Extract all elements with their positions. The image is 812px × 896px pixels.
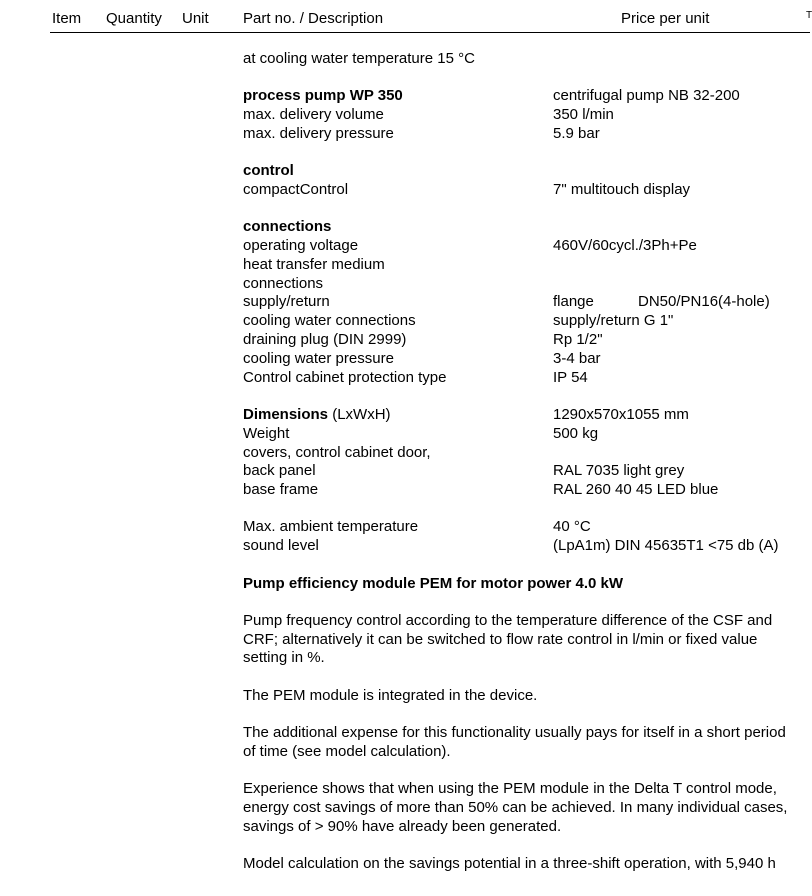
paragraph-line: setting in %. bbox=[243, 649, 325, 667]
spec-value: 7" multitouch display bbox=[553, 180, 691, 198]
pump-title-row bbox=[243, 87, 810, 106]
spec-label: operating voltage bbox=[243, 237, 359, 255]
spec-label: compactControl bbox=[243, 180, 349, 198]
spec-label: heat transfer medium bbox=[243, 255, 385, 273]
table-header bbox=[0, 0, 810, 33]
spec-value: 350 l/min bbox=[553, 106, 614, 124]
pem-paragraph bbox=[243, 780, 810, 836]
intro-text: at cooling water temperature 15 °C bbox=[243, 50, 475, 67]
pem-paragraph bbox=[243, 687, 810, 706]
spec-value: 460V/60cycl./3Ph+Pe bbox=[553, 237, 697, 255]
dimensions-title: Dimensions bbox=[243, 405, 329, 423]
spec-row bbox=[243, 275, 810, 294]
spec-row bbox=[243, 125, 810, 144]
pem-title-row bbox=[243, 575, 810, 594]
spec-label: sound level bbox=[243, 537, 319, 555]
spec-value: RAL 260 40 45 LED blue bbox=[553, 481, 719, 499]
paragraph-line: Experience shows that when using the PEM module in the Delta T control mode, bbox=[243, 780, 777, 798]
col-description-header: Part no. / Description bbox=[243, 10, 384, 27]
pem-title: Pump efficiency module PEM for motor power 4.0 kW bbox=[243, 574, 624, 592]
spec-value: (LpA1m) DIN 45635T1 <75 db (A) bbox=[553, 537, 779, 555]
spec-label: back panel bbox=[243, 462, 316, 480]
spec-value: RAL 7035 light grey bbox=[553, 462, 685, 480]
spec-label: max. delivery volume bbox=[243, 106, 384, 124]
pem-paragraph bbox=[243, 724, 810, 762]
connections-title: connections bbox=[243, 218, 332, 236]
intro-line bbox=[243, 50, 810, 69]
spec-label: Max. ambient temperature bbox=[243, 518, 419, 536]
spec-row bbox=[243, 350, 810, 369]
spec-label: draining plug (DIN 2999) bbox=[243, 331, 407, 349]
description-column bbox=[243, 50, 810, 874]
col-item-header: Item bbox=[52, 10, 82, 27]
spec-value: 500 kg bbox=[553, 424, 599, 442]
spec-value-secondary: DN50/PN16(4-hole) bbox=[638, 293, 770, 311]
spec-label: covers, control cabinet door, bbox=[243, 443, 431, 461]
paragraph-line: Model calculation on the savings potential in a three-shift operation, with 5,940 h bbox=[243, 855, 776, 872]
spec-row bbox=[243, 518, 810, 537]
spec-value: Rp 1/2" bbox=[553, 331, 603, 349]
paragraph-line: The additional expense for this functionality usually pays for itself in a short period bbox=[243, 724, 786, 742]
spec-label: Weight bbox=[243, 424, 290, 442]
col-quantity-header: Quantity bbox=[106, 10, 162, 27]
paragraph-line: Pump frequency control according to the temperature difference of the CSF and bbox=[243, 611, 773, 629]
paragraph-line: savings of > 90% have already been generated. bbox=[243, 817, 562, 835]
spec-row bbox=[243, 181, 810, 200]
spec-value: 40 °C bbox=[553, 518, 591, 536]
spec-row bbox=[243, 462, 810, 481]
control-title-row bbox=[243, 162, 810, 181]
spec-label: max. delivery pressure bbox=[243, 124, 394, 142]
spec-value: flange bbox=[553, 293, 594, 311]
pem-paragraph bbox=[243, 855, 810, 874]
paragraph-line: energy cost savings of more than 50% can be achieved. In many individual cases, bbox=[243, 798, 788, 816]
dimensions-label bbox=[243, 406, 391, 425]
pem-paragraph bbox=[243, 612, 810, 668]
spec-row bbox=[243, 256, 810, 275]
paragraph-line: The PEM module is integrated in the device. bbox=[243, 686, 538, 704]
spec-value: 1290x570x1055 mm bbox=[553, 405, 689, 423]
spec-label: base frame bbox=[243, 481, 319, 499]
dimensions-row bbox=[243, 406, 810, 425]
spec-row bbox=[243, 369, 810, 388]
spec-row bbox=[243, 481, 810, 500]
spec-value: supply/return G 1" bbox=[553, 312, 674, 330]
cut-off-column-mark: T bbox=[806, 10, 812, 21]
spec-label: cooling water pressure bbox=[243, 349, 394, 367]
spec-value: IP 54 bbox=[553, 368, 588, 386]
spec-row bbox=[243, 312, 810, 331]
paragraph-line: of time (see model calculation). bbox=[243, 742, 451, 760]
connections-title-row bbox=[243, 218, 810, 237]
spec-value: 5.9 bar bbox=[553, 124, 600, 142]
col-unit-header: Unit bbox=[182, 10, 209, 27]
col-price-header: Price per unit bbox=[621, 10, 710, 27]
dimensions-suffix: (LxWxH) bbox=[328, 405, 391, 423]
header-divider bbox=[50, 32, 810, 33]
spec-value: 3-4 bar bbox=[553, 349, 601, 367]
spec-row bbox=[243, 293, 810, 312]
spec-row bbox=[243, 331, 810, 350]
paragraph-line: CRF; alternatively it can be switched to flow rate control in l/min or fixed value bbox=[243, 630, 758, 648]
spec-row bbox=[243, 425, 810, 444]
control-title: control bbox=[243, 162, 294, 180]
spec-row bbox=[243, 444, 810, 463]
spec-label: cooling water connections bbox=[243, 312, 416, 330]
spec-label: connections bbox=[243, 274, 324, 292]
spec-row bbox=[243, 106, 810, 125]
spec-row bbox=[243, 237, 810, 256]
spec-row bbox=[243, 537, 810, 556]
pump-title: process pump WP 350 bbox=[243, 87, 403, 105]
spec-label: supply/return bbox=[243, 293, 330, 311]
spec-label: Control cabinet protection type bbox=[243, 368, 447, 386]
pump-type-value: centrifugal pump NB 32-200 bbox=[553, 87, 740, 105]
